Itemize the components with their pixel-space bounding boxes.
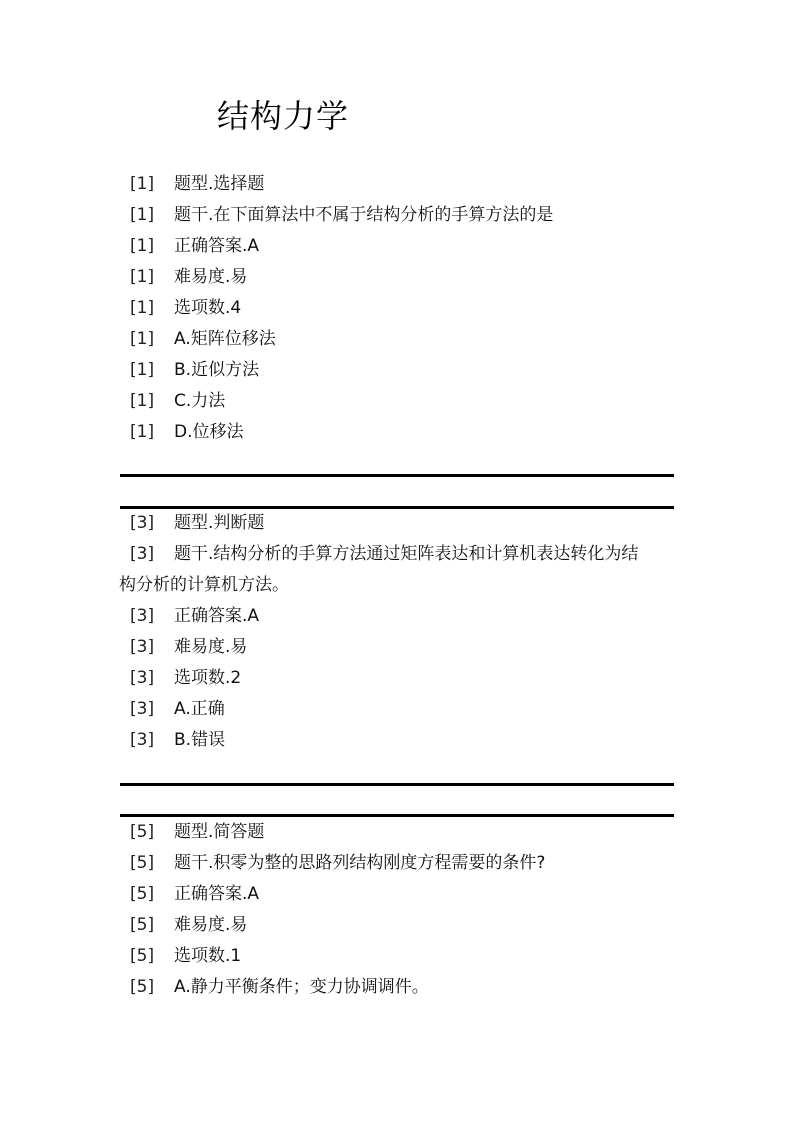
- question-index: [1]: [130, 174, 155, 194]
- question-index: [1]: [130, 329, 155, 349]
- question-stem-line: [119, 200, 675, 231]
- section-divider: [120, 783, 674, 786]
- correct-answer: 正确答案.A: [174, 606, 260, 626]
- question-index: [5]: [130, 915, 155, 935]
- option-c-line: [119, 386, 675, 417]
- option-c: C.力法: [174, 391, 226, 411]
- difficulty: 难易度.易: [174, 267, 248, 287]
- question-stem-part2: 构分析的计算机方法。: [119, 575, 289, 595]
- option-b-line: [119, 355, 675, 386]
- question-stem-line: [119, 539, 675, 601]
- option-count-line: [119, 941, 675, 972]
- question-type: 题型.选择题: [174, 174, 265, 194]
- section-divider: [120, 474, 674, 477]
- question-5: [119, 817, 675, 1003]
- correct-answer-line: [119, 231, 675, 262]
- correct-answer-line: [119, 879, 675, 910]
- option-count: 选项数.2: [174, 668, 242, 688]
- option-b: B.错误: [174, 730, 226, 750]
- correct-answer: 正确答案.A: [174, 236, 260, 256]
- question-type: 题型.简答题: [174, 822, 265, 842]
- option-count-line: [119, 663, 675, 694]
- option-a: A.静力平衡条件；变力协调调件。: [174, 977, 429, 997]
- question-type-line: [119, 508, 675, 539]
- difficulty: 难易度.易: [174, 637, 248, 657]
- difficulty-line: [119, 632, 675, 663]
- question-index: [5]: [130, 884, 155, 904]
- option-d: D.位移法: [174, 422, 244, 442]
- question-type-line: [119, 169, 675, 200]
- question-index: [1]: [130, 205, 155, 225]
- question-index: [1]: [130, 298, 155, 318]
- question-index: [1]: [130, 236, 155, 256]
- question-stem-line: [119, 848, 675, 879]
- question-index: [3]: [130, 637, 155, 657]
- option-a: A.正确: [174, 699, 225, 719]
- question-index: [3]: [130, 668, 155, 688]
- correct-answer: 正确答案.A: [174, 884, 260, 904]
- question-index: [3]: [130, 699, 155, 719]
- question-3: [119, 508, 675, 756]
- question-index: [1]: [130, 391, 155, 411]
- option-b-line: [119, 725, 675, 756]
- option-a: A.矩阵位移法: [174, 329, 276, 349]
- question-type: 题型.判断题: [174, 513, 265, 533]
- option-count: 选项数.4: [174, 298, 242, 318]
- question-index: [5]: [130, 822, 155, 842]
- question-index: [1]: [130, 422, 155, 442]
- option-b: B.近似方法: [174, 360, 260, 380]
- question-1: [119, 169, 675, 448]
- question-stem-part1: 题干.结构分析的手算方法通过矩阵表达和计算机表达转化为结: [174, 544, 639, 564]
- question-index: [3]: [130, 544, 155, 564]
- question-stem: 题干.在下面算法中不属于结构分析的手算方法的是: [174, 205, 554, 225]
- question-stem: 题干.积零为整的思路列结构刚度方程需要的条件?: [174, 853, 546, 873]
- difficulty-line: [119, 262, 675, 293]
- option-a-line: [119, 972, 675, 1003]
- document-title: 结构力学: [217, 97, 350, 135]
- question-index: [3]: [130, 730, 155, 750]
- question-index: [1]: [130, 360, 155, 380]
- option-count-line: [119, 293, 675, 324]
- difficulty: 难易度.易: [174, 915, 248, 935]
- difficulty-line: [119, 910, 675, 941]
- option-a-line: [119, 324, 675, 355]
- question-index: [3]: [130, 513, 155, 533]
- question-type-line: [119, 817, 675, 848]
- question-index: [5]: [130, 853, 155, 873]
- correct-answer-line: [119, 601, 675, 632]
- option-d-line: [119, 417, 675, 448]
- question-index: [5]: [130, 946, 155, 966]
- question-index: [5]: [130, 977, 155, 997]
- question-index: [1]: [130, 267, 155, 287]
- option-count: 选项数.1: [174, 946, 242, 966]
- question-index: [3]: [130, 606, 155, 626]
- option-a-line: [119, 694, 675, 725]
